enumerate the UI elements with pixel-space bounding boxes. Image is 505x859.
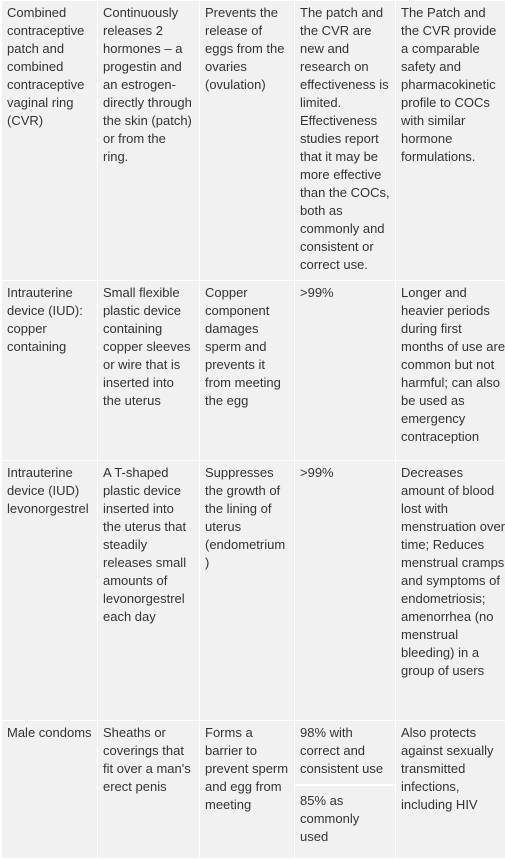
comments-text: Longer and heavier periods during first months of use are common but not harmful; can also be used as emergency contraception	[401, 284, 505, 446]
effectiveness-cell	[295, 721, 396, 859]
table-row-male-condoms	[2, 721, 505, 859]
effectiveness-consistent-text: 98% with correct and consistent use	[295, 721, 395, 786]
description-cell	[98, 721, 200, 859]
comments-text: Also protects against sexually transmitted infections, including HIV	[401, 724, 505, 814]
how-it-works-text: Copper component damages sperm and prevents it from meeting the egg	[205, 284, 289, 410]
comments-text: The Patch and the CVR provide a comparable safety and pharmacokinetic profile to COCs with similar hormone formulations.	[401, 4, 505, 166]
how-it-works-text: Prevents the release of eggs from the ovaries (ovulation)	[205, 4, 289, 94]
how-it-works-text: Suppresses the growth of the lining of uterus (endometrium)	[205, 464, 289, 572]
method-text: Intrauterine device (IUD) levonorgestrel	[7, 464, 92, 518]
effectiveness-cell	[295, 461, 396, 721]
method-text: Intrauterine device (IUD): copper containing	[7, 284, 92, 356]
how-it-works-cell	[200, 721, 295, 859]
effectiveness-text: >99%	[300, 464, 390, 482]
comments-text: Decreases amount of blood lost with menstruation over time; Reduces menstrual cramps and symptoms of endometriosis; amenorrhea (no menstrual bleeding) in a group of users	[401, 464, 505, 680]
description-cell	[98, 281, 200, 461]
table-row-iud-copper	[2, 281, 505, 461]
effectiveness-text: >99%	[300, 284, 390, 302]
description-text: A T-shaped plastic device inserted into the uterus that steadily releases small amounts of levonorgestrel each day	[103, 464, 194, 626]
description-text: Continuously releases 2 hormones – a progestin and an estrogen- directly through the skin (patch) or from the ring.	[103, 4, 194, 166]
how-it-works-cell	[200, 1, 295, 281]
method-cell	[2, 461, 98, 721]
comments-cell	[396, 281, 505, 461]
effectiveness-cell	[295, 281, 396, 461]
table-row-cvr	[2, 1, 505, 281]
how-it-works-cell	[200, 281, 295, 461]
effectiveness-cell	[295, 1, 396, 281]
comments-cell	[396, 721, 505, 859]
contraceptive-methods-table	[1, 0, 505, 859]
method-cell	[2, 721, 98, 859]
description-text: Small flexible plastic device containing copper sleeves or wire that is inserted into the uterus	[103, 284, 194, 410]
how-it-works-text: Forms a barrier to prevent sperm and egg from meeting	[205, 724, 289, 814]
method-text: Male condoms	[7, 724, 92, 742]
description-cell	[98, 461, 200, 721]
method-text: Combined contraceptive patch and combined contraceptive vaginal ring (CVR)	[7, 4, 92, 130]
description-cell	[98, 1, 200, 281]
table-row-iud-levonorgestrel	[2, 461, 505, 721]
how-it-works-cell	[200, 461, 295, 721]
effectiveness-text: The patch and the CVR are new and research on effectiveness is limited. Effectiveness studies report that it may be more effective than the COCs, both as commonly and consistent or correct use.	[300, 4, 390, 274]
description-text: Sheaths or coverings that fit over a man's erect penis	[103, 724, 194, 796]
comments-cell	[396, 1, 505, 281]
method-cell	[2, 1, 98, 281]
method-cell	[2, 281, 98, 461]
comments-cell	[396, 461, 505, 721]
effectiveness-common-text: 85% as commonly used	[295, 786, 395, 846]
